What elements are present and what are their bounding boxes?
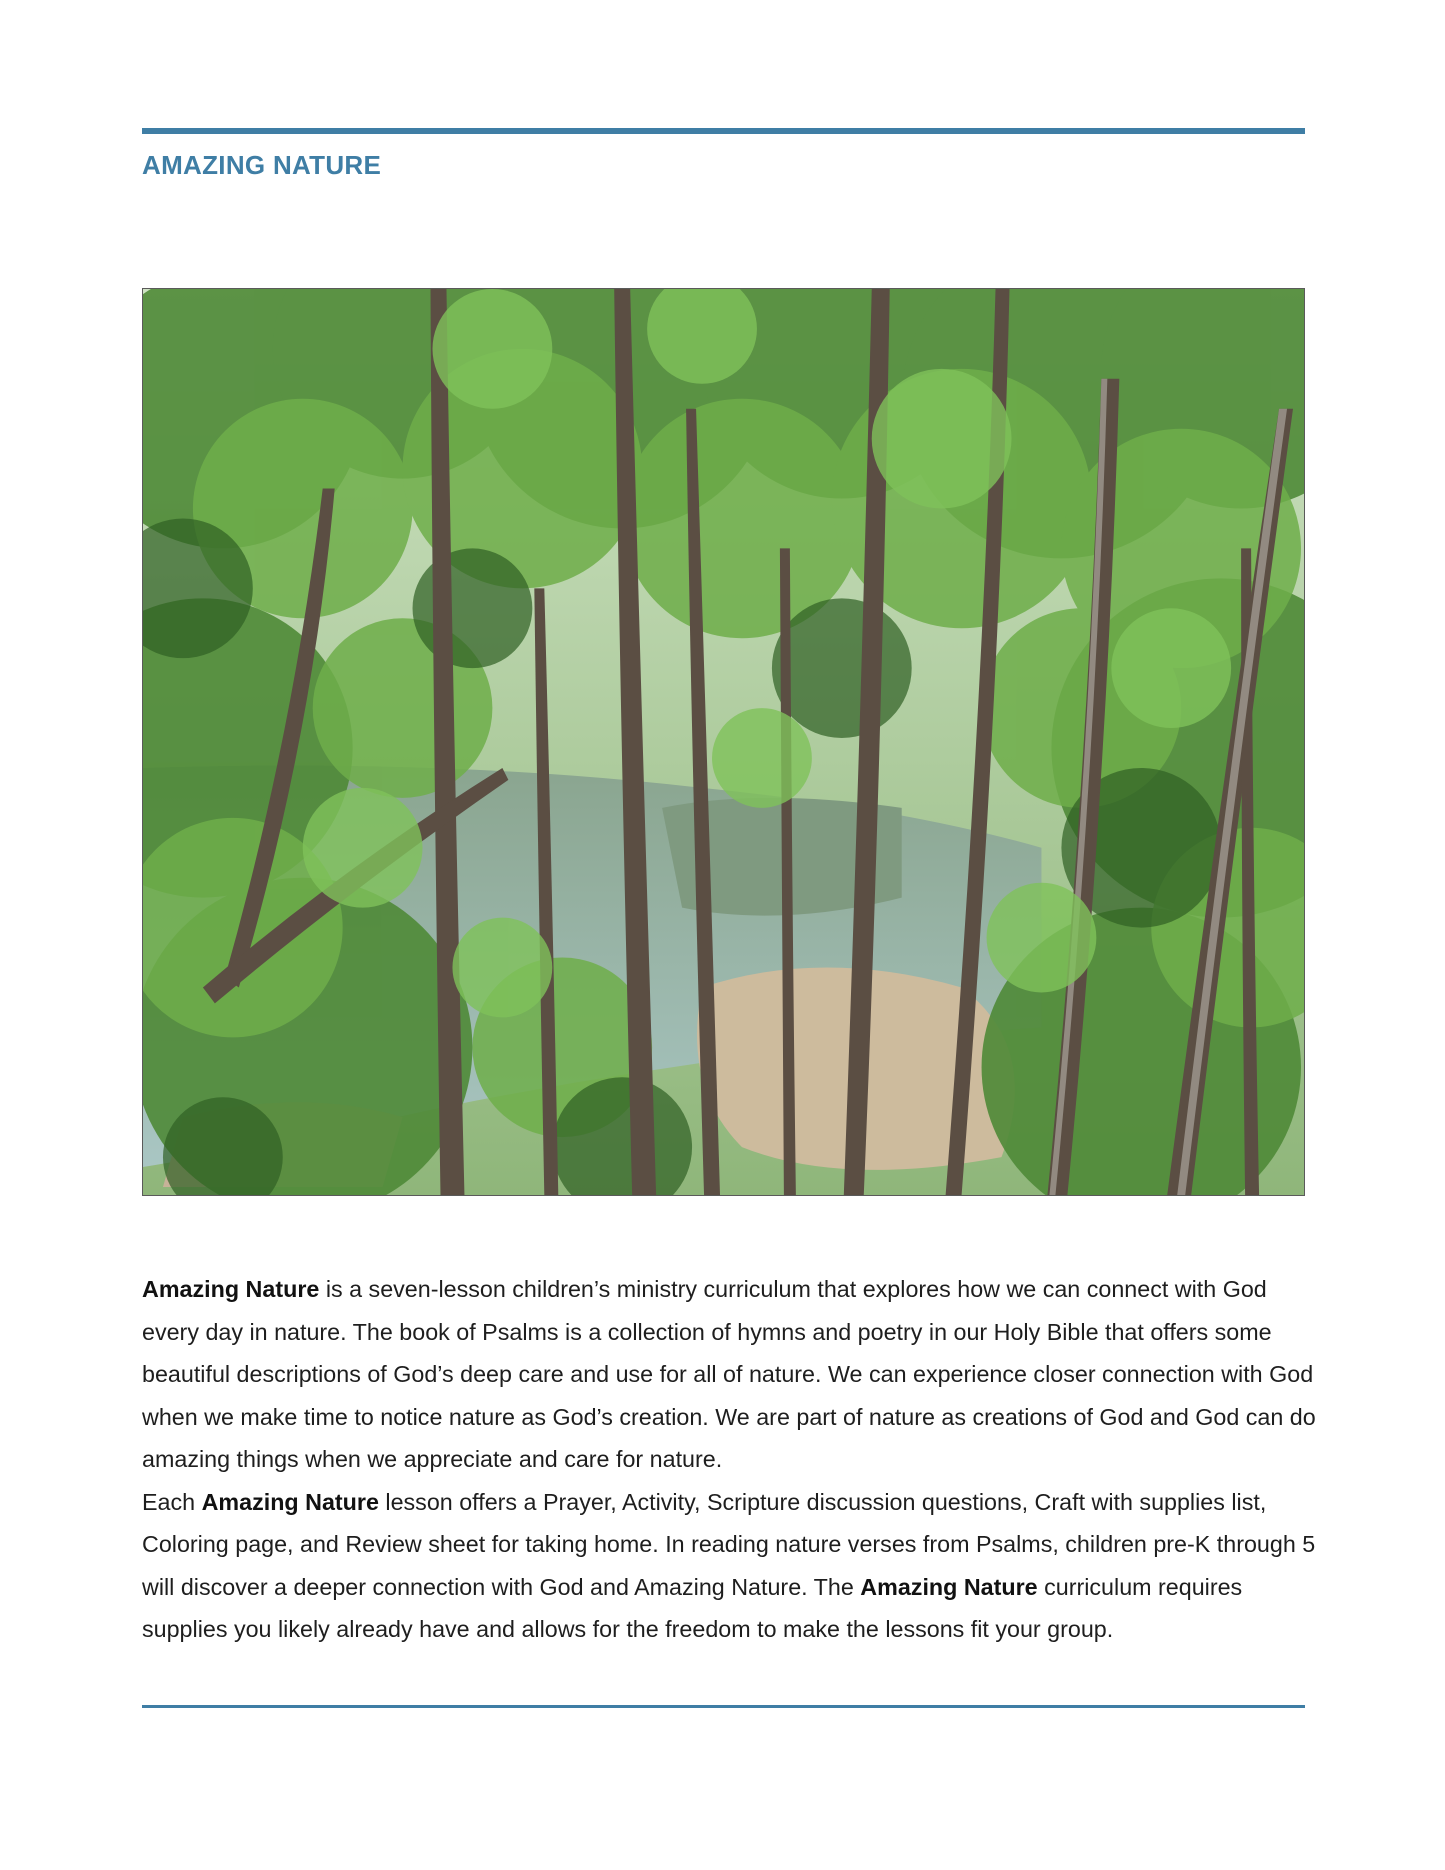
brand-name: Amazing Nature [201, 1488, 379, 1515]
brand-name: Amazing Nature [860, 1573, 1038, 1600]
brand-name: Amazing Nature [142, 1276, 320, 1302]
intro-paragraph [142, 1268, 1317, 1651]
nature-photo [142, 288, 1305, 1196]
intro-sentence-2c: curriculum requires supplies you likely already have and allows for the freedom to make the lessons fit your group. [142, 1573, 1243, 1642]
intro-sentence-1: is a seven-lesson children’s ministry curriculum that explores how we can connect with God every day in nature. The book of Psalms is a collection of hymns and poetry in our Holy Bible that offers some beautiful descriptions of God’s deep care and use for all of nature. We can experience closer connection with God when we make time to notice nature as God’s creation. We are part of nature as creations of God and God can do amazing things when we appreciate and care for nature. [142, 1276, 1316, 1472]
page-title: AMAZING NATURE [142, 150, 382, 180]
intro-sentence-2b: lesson offers a Prayer, Activity, Scripture discussion questions, Craft with supplies list, Coloring page, and Review sheet for taking home. In reading nature verses from Psalms, children pre-K through 5 will discover a deeper connection with God and Amazing Nature. The [142, 1488, 1316, 1600]
intro-sentence-2a: Each [142, 1488, 202, 1515]
top-divider [142, 128, 1305, 134]
bottom-divider [142, 1705, 1305, 1708]
